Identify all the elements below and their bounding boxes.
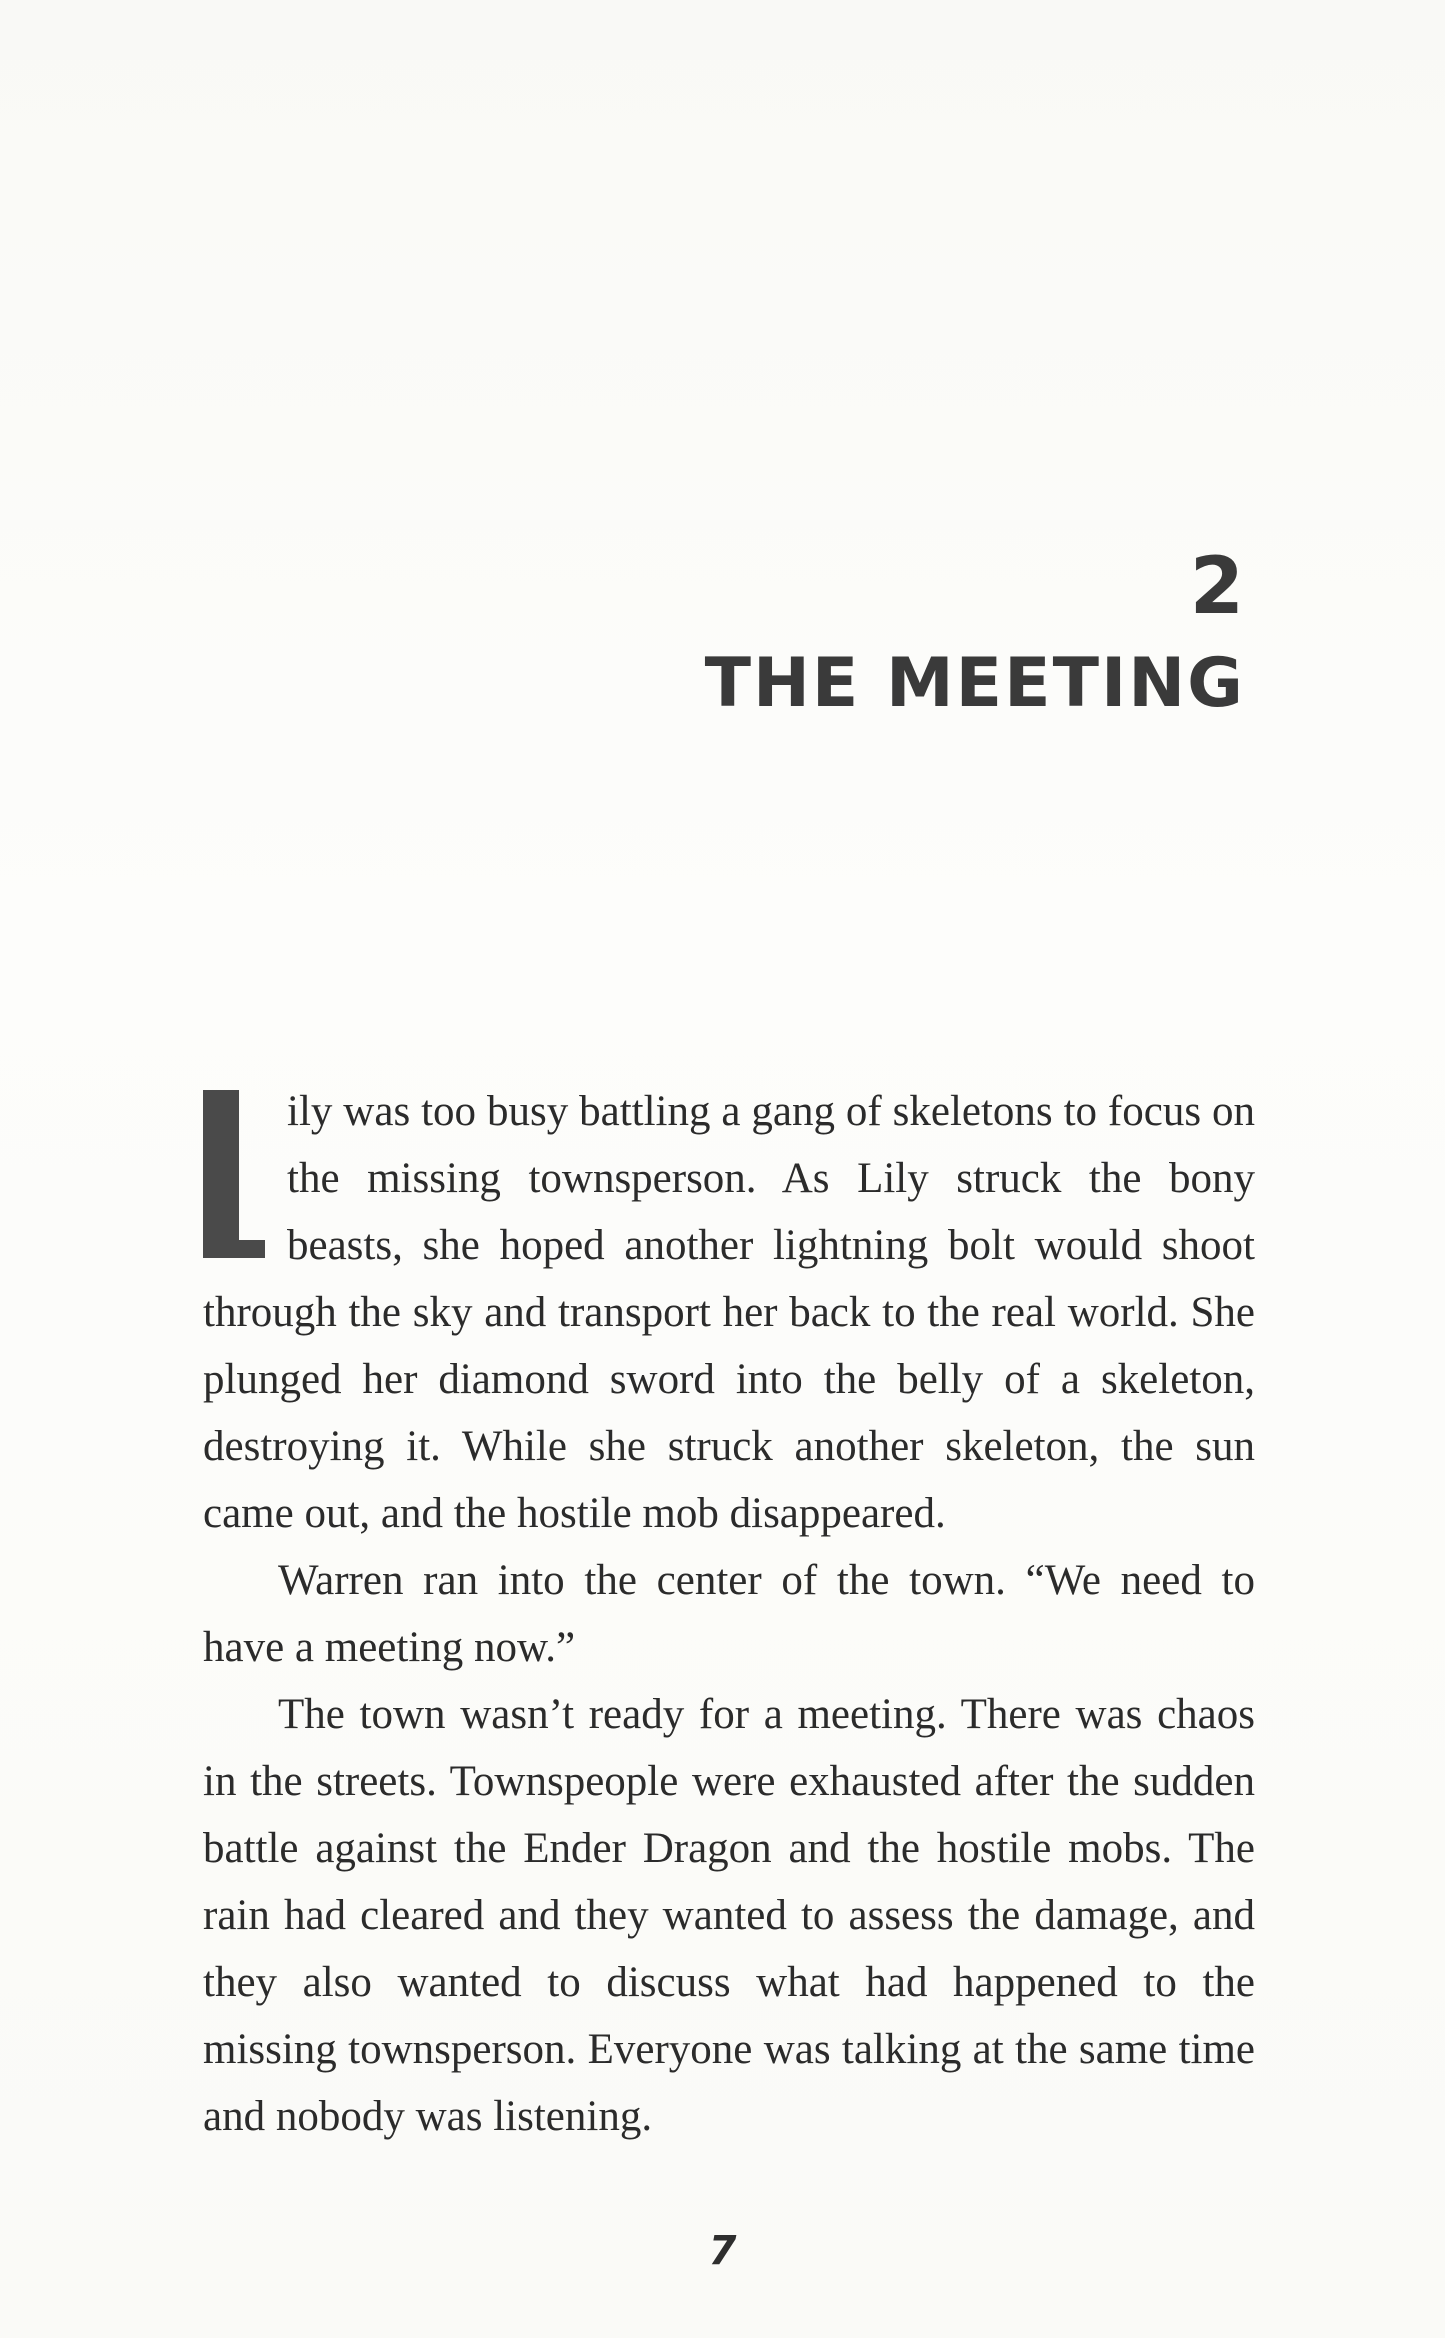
chapter-body [203,1078,1255,2150]
chapter-number: 2 [1189,542,1245,632]
page-number: 7 [708,2228,737,2274]
paragraph-1-text: ily was too busy battling a gang of skeletons to focus on the missing townsperson. As Lily struck the bony beasts, she hoped another lightning bolt would shoot through the sky and transport her back to the real world. She plunged her diamond sword into the belly of a skeleton, destroying it. While she struck another skeleton, the sun came out, and the hostile mob disappeared. [203,1088,1255,1537]
paragraph-1 [203,1078,1255,1547]
chapter-title: THE MEETING [704,644,1245,723]
drop-cap [203,1090,265,1258]
paragraph-2: Warren ran into the center of the town. “We need to have a meeting now.” [203,1557,1255,1671]
paragraph-3: The town wasn’t ready for a meeting. There was chaos in the streets. Townspeople were exhausted after the sudden battle against the Ender Dragon and the hostile mobs. The rain had cleared and they wanted to assess the damage, and they also wanted to discuss what had happened to the missing townsperson. Everyone was talking at the same time and nobody was listening. [203,1691,1255,2140]
